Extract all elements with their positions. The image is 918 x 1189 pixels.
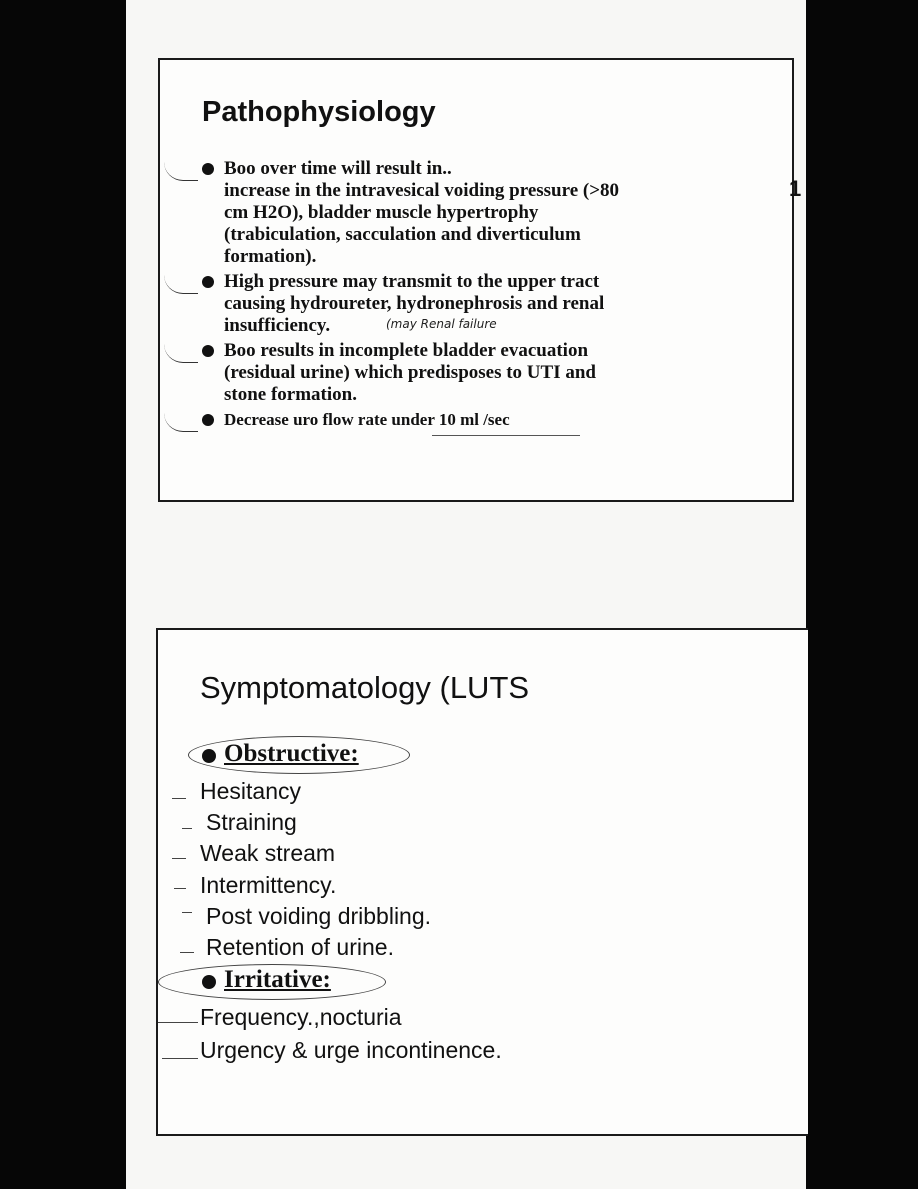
symptom-item: Straining: [206, 809, 297, 835]
bullet-item: [200, 409, 760, 431]
symptom-item: Intermittency.: [200, 872, 337, 898]
bullet-text: Decrease uro flow rate under 10 ml /sec: [224, 410, 510, 429]
bullet-text: Boo over time will result in.. increase in the intravesical voiding pressure (>80 cm H2O), bladder muscle hypertrophy (trabiculation, sacculation and diverticulum formation).: [224, 158, 620, 267]
bullet-icon: [202, 345, 214, 357]
check-mark-icon: [164, 162, 198, 181]
bullet-icon: [202, 163, 214, 175]
symptom-item: Weak stream: [200, 840, 336, 866]
bullet-list: [200, 158, 760, 434]
pen-dash: [182, 912, 192, 913]
left-black-margin: [0, 0, 126, 1189]
pen-dash: [172, 798, 186, 799]
slide-symptomatology: [156, 628, 808, 1136]
pen-dash: [162, 1058, 198, 1059]
symptom-item: Post voiding dribbling.: [206, 903, 432, 929]
check-mark-icon: [164, 344, 198, 363]
bullet-icon: [202, 414, 214, 426]
bullet-icon: [202, 749, 216, 763]
slide-pathophysiology: [158, 58, 794, 502]
check-mark-icon: [164, 275, 198, 294]
handwritten-note: (may Renal failure: [386, 317, 497, 331]
bullet-text: Boo results in incomplete bladder evacuation (residual urine) which predisposes to UTI and stone formation.: [224, 340, 596, 405]
pen-dash: [180, 952, 194, 953]
heading-text: Irritative:: [224, 966, 331, 993]
slide-title: Pathophysiology: [202, 96, 436, 128]
section-heading-obstructive: [202, 740, 359, 768]
check-mark-icon: [164, 413, 198, 432]
pen-dash: [158, 1022, 198, 1023]
pen-dash: [172, 858, 186, 859]
symptom-item: Frequency.,nocturia: [200, 1004, 402, 1030]
pen-dash: [182, 828, 192, 829]
bullet-item: [200, 340, 760, 406]
bullet-text: High pressure may transmit to the upper tract causing hydroureter, hydronephrosis and renal insufficiency.: [224, 271, 605, 336]
bullet-item: [200, 158, 760, 268]
bullet-icon: [202, 276, 214, 288]
heading-text: Obstructive:: [224, 740, 359, 767]
margin-mark: 1: [789, 176, 802, 201]
right-black-margin: [806, 0, 918, 1189]
symptom-item: Urgency & urge incontinence.: [200, 1037, 502, 1063]
section-heading-irritative: [202, 966, 331, 994]
pen-dash: [174, 888, 186, 889]
symptom-item: Hesitancy: [200, 778, 301, 804]
symptom-item: Retention of urine.: [206, 934, 394, 960]
bullet-icon: [202, 975, 216, 989]
pen-underline: [432, 435, 580, 436]
slide-title: Symptomatology (LUTS: [200, 670, 530, 705]
